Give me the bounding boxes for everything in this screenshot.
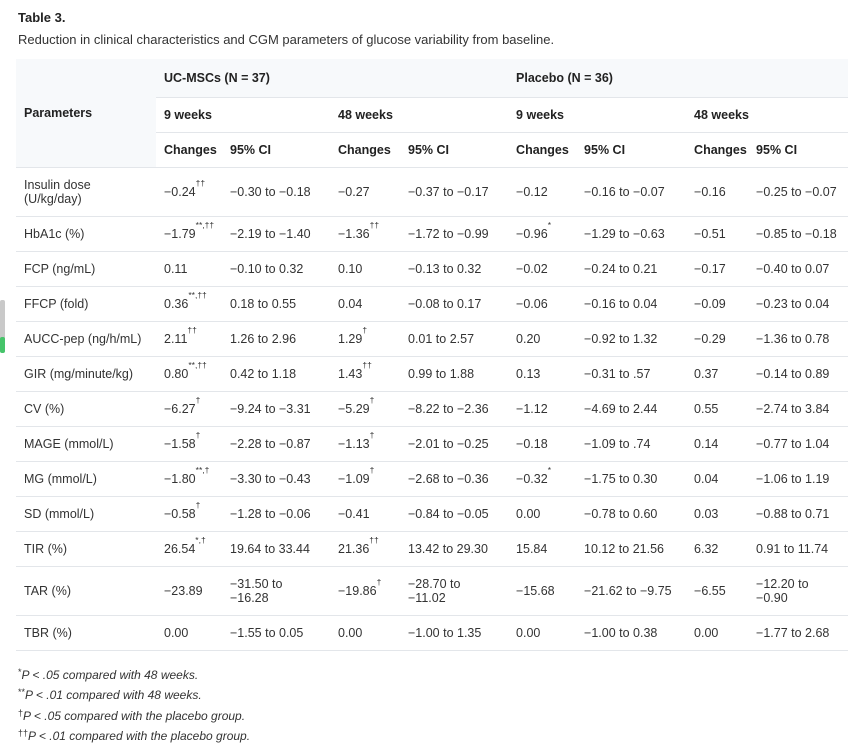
- cell-value: 0.18 to 0.55: [230, 296, 297, 311]
- cell-value: −0.92 to 1.32: [584, 331, 658, 346]
- row-cell: [508, 566, 576, 615]
- row-cell: [400, 321, 508, 356]
- significance-marker: †: [369, 395, 375, 406]
- significance-marker: †: [369, 430, 375, 441]
- results-table: [16, 59, 848, 651]
- cell-value: −0.85 to −0.18: [756, 226, 837, 241]
- row-cell: [576, 426, 686, 461]
- cell-value: −0.37 to −0.17: [408, 184, 489, 199]
- row-cell: [156, 496, 222, 531]
- row-cell: [156, 167, 222, 216]
- cell-value: −1.55 to 0.05: [230, 625, 304, 640]
- header-col-1: 95% CI: [222, 132, 330, 167]
- significance-marker: *: [547, 220, 551, 231]
- table-row: [16, 496, 848, 531]
- table-row: [16, 251, 848, 286]
- header-col-4: Changes: [508, 132, 576, 167]
- row-parameter: HbA1c (%): [16, 216, 156, 251]
- table-row: [16, 216, 848, 251]
- row-cell: [400, 356, 508, 391]
- cell-value: −28.70 to −11.02: [408, 576, 461, 605]
- header-group-placebo: Placebo (N = 36): [508, 59, 848, 98]
- cell-value: 0.00: [516, 625, 541, 640]
- cell-value: 6.32: [694, 541, 719, 556]
- row-cell: [222, 321, 330, 356]
- significance-marker: ††: [195, 178, 206, 189]
- cell-value: −0.25 to −0.07: [756, 184, 837, 199]
- table-row: [16, 286, 848, 321]
- table-row: [16, 356, 848, 391]
- row-parameter: CV (%): [16, 391, 156, 426]
- row-cell: [222, 531, 330, 566]
- row-cell: [400, 216, 508, 251]
- cell-value: −1.77 to 2.68: [756, 625, 830, 640]
- header-timepoint-1: 48 weeks: [330, 97, 508, 132]
- row-parameter: SD (mmol/L): [16, 496, 156, 531]
- footnote-marker: **: [18, 687, 26, 698]
- row-cell: [400, 286, 508, 321]
- row-cell: [330, 496, 400, 531]
- row-cell: [330, 356, 400, 391]
- cell-value: −2.28 to −0.87: [230, 436, 311, 451]
- cell-value: 0.91 to 11.74: [756, 541, 829, 556]
- row-cell: [156, 566, 222, 615]
- cell-value: −2.01 to −0.25: [408, 436, 489, 451]
- cell-value: −21.62 to −9.75: [584, 583, 672, 598]
- cell-value: 0.00: [164, 625, 189, 640]
- cell-value: 0.01 to 2.57: [408, 331, 475, 346]
- table-row: [16, 531, 848, 566]
- cell-value: −0.51: [694, 226, 726, 241]
- header-timepoint-2: 9 weeks: [508, 97, 686, 132]
- significance-marker: †: [376, 577, 382, 588]
- cell-value: 0.37: [694, 366, 719, 381]
- cell-value: −1.09: [338, 471, 370, 486]
- row-cell: [748, 426, 848, 461]
- row-cell: [748, 461, 848, 496]
- row-cell: [576, 531, 686, 566]
- row-cell: [748, 531, 848, 566]
- header-col-2: Changes: [330, 132, 400, 167]
- row-parameter: GIR (mg/minute/kg): [16, 356, 156, 391]
- row-cell: [508, 286, 576, 321]
- header-col-3: 95% CI: [400, 132, 508, 167]
- cell-value: 13.42 to 29.30: [408, 541, 488, 556]
- cell-value: 0.42 to 1.18: [230, 366, 297, 381]
- significance-marker: †: [362, 325, 368, 336]
- cell-value: −2.19 to −1.40: [230, 226, 311, 241]
- cell-value: −31.50 to −16.28: [230, 576, 283, 605]
- row-cell: [686, 615, 748, 650]
- cell-value: 0.03: [694, 506, 719, 521]
- row-cell: [508, 426, 576, 461]
- row-parameter: AUCC-pep (ng/h/mL): [16, 321, 156, 356]
- cell-value: −1.79: [164, 226, 196, 241]
- row-cell: [748, 615, 848, 650]
- row-cell: [576, 496, 686, 531]
- row-cell: [576, 566, 686, 615]
- row-cell: [400, 391, 508, 426]
- header-timepoint-3: 48 weeks: [686, 97, 848, 132]
- significance-marker: ††: [362, 360, 372, 371]
- cell-value: −0.77 to 1.04: [756, 436, 830, 451]
- cell-value: −1.00 to 1.35: [408, 625, 482, 640]
- cell-value: 0.00: [338, 625, 363, 640]
- row-parameter: TIR (%): [16, 531, 156, 566]
- cell-value: −0.18: [516, 436, 548, 451]
- cell-value: −0.30 to −0.18: [230, 184, 311, 199]
- row-cell: [222, 461, 330, 496]
- cell-value: 0.11: [164, 261, 188, 276]
- significance-marker: **,††: [188, 360, 207, 371]
- cell-value: −0.96: [516, 226, 548, 241]
- footnote-text: P < .01 compared with the placebo group.: [28, 729, 251, 744]
- row-cell: [330, 391, 400, 426]
- row-cell: [508, 356, 576, 391]
- row-cell: [222, 426, 330, 461]
- row-cell: [222, 216, 330, 251]
- cell-value: −2.74 to 3.84: [756, 401, 830, 416]
- cell-value: 0.99 to 1.88: [408, 366, 475, 381]
- cell-value: −1.80: [164, 471, 196, 486]
- footnote: [18, 706, 848, 727]
- header-col-7: 95% CI: [748, 132, 848, 167]
- row-parameter: TBR (%): [16, 615, 156, 650]
- cell-value: −1.13: [338, 436, 370, 451]
- header-group-ucmscs: UC-MSCs (N = 37): [156, 59, 508, 98]
- row-cell: [508, 531, 576, 566]
- significance-marker: *,†: [195, 535, 206, 546]
- row-cell: [222, 496, 330, 531]
- row-cell: [156, 356, 222, 391]
- row-cell: [508, 321, 576, 356]
- cell-value: 1.29: [338, 331, 363, 346]
- row-cell: [400, 426, 508, 461]
- row-cell: [508, 251, 576, 286]
- significance-marker: ††: [187, 325, 197, 336]
- cell-value: −1.12: [516, 401, 548, 416]
- row-cell: [686, 496, 748, 531]
- row-cell: [222, 356, 330, 391]
- cell-value: −1.72 to −0.99: [408, 226, 489, 241]
- row-cell: [222, 566, 330, 615]
- cell-value: −3.30 to −0.43: [230, 471, 311, 486]
- table-row: [16, 426, 848, 461]
- row-cell: [156, 531, 222, 566]
- cell-value: 0.80: [164, 366, 189, 381]
- row-cell: [576, 167, 686, 216]
- row-cell: [222, 615, 330, 650]
- row-cell: [508, 391, 576, 426]
- row-cell: [330, 167, 400, 216]
- row-cell: [222, 251, 330, 286]
- row-cell: [748, 251, 848, 286]
- row-cell: [748, 216, 848, 251]
- table-body: [16, 167, 848, 650]
- row-cell: [576, 461, 686, 496]
- cell-value: −9.24 to −3.31: [230, 401, 311, 416]
- row-cell: [686, 391, 748, 426]
- row-cell: [330, 321, 400, 356]
- footnote-marker: *: [18, 666, 22, 677]
- row-cell: [686, 321, 748, 356]
- row-cell: [330, 615, 400, 650]
- row-parameter: TAR (%): [16, 566, 156, 615]
- cell-value: −23.89: [164, 583, 203, 598]
- row-cell: [748, 321, 848, 356]
- cell-value: −1.28 to −0.06: [230, 506, 311, 521]
- footnote: [18, 665, 848, 686]
- cell-value: −1.29 to −0.63: [584, 226, 665, 241]
- cell-value: 21.36: [338, 541, 370, 556]
- scroll-position-indicator: [0, 337, 5, 353]
- cell-value: −0.16 to −0.07: [584, 184, 665, 199]
- cell-value: −0.31 to .57: [584, 366, 651, 381]
- cell-value: −0.12: [516, 184, 548, 199]
- row-cell: [576, 251, 686, 286]
- cell-value: −5.29: [338, 401, 370, 416]
- row-cell: [330, 461, 400, 496]
- cell-value: −1.36: [338, 226, 370, 241]
- cell-value: −0.16: [694, 184, 726, 199]
- cell-value: 0.04: [338, 296, 363, 311]
- table-label: Table 3.: [18, 10, 66, 25]
- row-cell: [330, 286, 400, 321]
- header-col-5: 95% CI: [576, 132, 686, 167]
- row-cell: [686, 566, 748, 615]
- cell-value: −0.08 to 0.17: [408, 296, 482, 311]
- footnote: [18, 726, 848, 747]
- table-row: [16, 615, 848, 650]
- row-cell: [400, 566, 508, 615]
- cell-value: −6.27: [164, 401, 196, 416]
- cell-value: 1.43: [338, 366, 363, 381]
- row-cell: [686, 286, 748, 321]
- row-cell: [576, 391, 686, 426]
- cell-value: 0.55: [694, 401, 719, 416]
- row-parameter: FFCP (fold): [16, 286, 156, 321]
- cell-value: −0.23 to 0.04: [756, 296, 830, 311]
- significance-marker: †: [195, 395, 201, 406]
- significance-marker: **,††: [195, 220, 215, 231]
- cell-value: 0.00: [516, 506, 541, 521]
- cell-value: −4.69 to 2.44: [584, 401, 658, 416]
- row-cell: [576, 216, 686, 251]
- cell-value: 0.14: [694, 436, 719, 451]
- cell-value: −0.16 to 0.04: [584, 296, 658, 311]
- row-cell: [748, 566, 848, 615]
- cell-value: 0.04: [694, 471, 719, 486]
- row-cell: [222, 391, 330, 426]
- table-caption: Reduction in clinical characteristics and CGM parameters of glucose variability from baseline.: [18, 32, 555, 47]
- cell-value: 19.64 to 33.44: [230, 541, 310, 556]
- significance-marker: **,††: [188, 290, 207, 301]
- row-cell: [222, 167, 330, 216]
- cell-value: 10.12 to 21.56: [584, 541, 664, 556]
- footnote-marker: ††: [18, 728, 29, 739]
- header-timepoint-0: 9 weeks: [156, 97, 330, 132]
- cell-value: −0.88 to 0.71: [756, 506, 830, 521]
- row-cell: [508, 615, 576, 650]
- row-cell: [156, 461, 222, 496]
- cell-value: −0.32: [516, 471, 548, 486]
- row-cell: [156, 286, 222, 321]
- cell-value: −6.55: [694, 583, 726, 598]
- row-cell: [748, 496, 848, 531]
- cell-value: −0.78 to 0.60: [584, 506, 658, 521]
- row-cell: [748, 286, 848, 321]
- table-row: [16, 321, 848, 356]
- cell-value: −0.29: [694, 331, 726, 346]
- row-cell: [400, 167, 508, 216]
- row-cell: [508, 216, 576, 251]
- footnote-text: P < .05 compared with the placebo group.: [23, 708, 246, 723]
- cell-value: −0.84 to −0.05: [408, 506, 489, 521]
- row-cell: [330, 566, 400, 615]
- row-cell: [508, 496, 576, 531]
- cell-value: 0.36: [164, 296, 189, 311]
- significance-marker: †: [369, 465, 375, 476]
- row-cell: [400, 531, 508, 566]
- cell-value: −0.10 to 0.32: [230, 261, 304, 276]
- footnote: [18, 685, 848, 706]
- row-cell: [400, 496, 508, 531]
- header-parameters: Parameters: [16, 59, 156, 168]
- row-cell: [748, 391, 848, 426]
- row-cell: [686, 167, 748, 216]
- footnote-text: P < .01 compared with 48 weeks.: [25, 688, 202, 703]
- table-row: [16, 167, 848, 216]
- cell-value: −0.06: [516, 296, 548, 311]
- cell-value: 1.26 to 2.96: [230, 331, 297, 346]
- row-cell: [156, 321, 222, 356]
- cell-value: −1.58: [164, 436, 196, 451]
- header-row-groups: [16, 59, 848, 98]
- cell-value: 0.20: [516, 331, 541, 346]
- cell-value: −0.24 to 0.21: [584, 261, 658, 276]
- cell-value: −1.06 to 1.19: [756, 471, 830, 486]
- cell-value: −1.00 to 0.38: [584, 625, 658, 640]
- row-cell: [508, 167, 576, 216]
- row-cell: [576, 356, 686, 391]
- significance-marker: †: [195, 500, 201, 511]
- significance-marker: ††: [369, 220, 380, 231]
- footnote-text: P < .05 compared with 48 weeks.: [21, 667, 199, 682]
- row-cell: [686, 356, 748, 391]
- cell-value: −0.41: [338, 506, 370, 521]
- cell-value: −0.02: [516, 261, 548, 276]
- cell-value: −0.09: [694, 296, 726, 311]
- row-cell: [748, 167, 848, 216]
- row-parameter: MAGE (mmol/L): [16, 426, 156, 461]
- significance-marker: *: [547, 465, 551, 476]
- significance-marker: †: [195, 430, 201, 441]
- cell-value: −0.14 to 0.89: [756, 366, 830, 381]
- cell-value: 15.84: [516, 541, 548, 556]
- row-cell: [400, 251, 508, 286]
- table-head: [16, 59, 848, 168]
- row-cell: [576, 321, 686, 356]
- row-cell: [686, 531, 748, 566]
- cell-value: −1.75 to 0.30: [584, 471, 658, 486]
- cell-value: −0.27: [338, 184, 370, 199]
- cell-value: −1.36 to 0.78: [756, 331, 830, 346]
- table-row: [16, 461, 848, 496]
- cell-value: −15.68: [516, 583, 555, 598]
- cell-value: 26.54: [164, 541, 196, 556]
- table-row: [16, 391, 848, 426]
- row-cell: [156, 391, 222, 426]
- row-cell: [748, 356, 848, 391]
- header-col-0: Changes: [156, 132, 222, 167]
- cell-value: −8.22 to −2.36: [408, 401, 489, 416]
- cell-value: −0.40 to 0.07: [756, 261, 830, 276]
- table-row: [16, 566, 848, 615]
- row-parameter: FCP (ng/mL): [16, 251, 156, 286]
- row-cell: [222, 286, 330, 321]
- row-cell: [330, 531, 400, 566]
- cell-value: −0.24: [164, 184, 196, 199]
- cell-value: 0.00: [694, 625, 719, 640]
- cell-value: −0.58: [164, 506, 196, 521]
- cell-value: 0.13: [516, 366, 541, 381]
- cell-value: −2.68 to −0.36: [408, 471, 489, 486]
- row-cell: [156, 426, 222, 461]
- row-cell: [156, 251, 222, 286]
- row-parameter: Insulin dose (U/kg/day): [16, 167, 156, 216]
- cell-value: −0.17: [694, 261, 726, 276]
- cell-value: −19.86: [338, 583, 377, 598]
- cell-value: 2.11: [164, 331, 188, 346]
- row-cell: [400, 461, 508, 496]
- row-cell: [576, 286, 686, 321]
- row-cell: [686, 216, 748, 251]
- row-cell: [686, 426, 748, 461]
- row-cell: [330, 216, 400, 251]
- row-cell: [686, 251, 748, 286]
- row-parameter: MG (mmol/L): [16, 461, 156, 496]
- cell-value: −0.13 to 0.32: [408, 261, 482, 276]
- footnote-marker: †: [18, 707, 24, 718]
- row-cell: [400, 615, 508, 650]
- row-cell: [156, 615, 222, 650]
- cell-value: 0.10: [338, 261, 363, 276]
- cell-value: −1.09 to .74: [584, 436, 651, 451]
- row-cell: [330, 426, 400, 461]
- row-cell: [576, 615, 686, 650]
- table-footnotes: [18, 665, 848, 748]
- row-cell: [330, 251, 400, 286]
- significance-marker: ††: [369, 535, 379, 546]
- cell-value: −12.20 to −0.90: [756, 576, 809, 605]
- significance-marker: **,†: [195, 465, 210, 476]
- header-col-6: Changes: [686, 132, 748, 167]
- row-cell: [508, 461, 576, 496]
- row-cell: [686, 461, 748, 496]
- row-cell: [156, 216, 222, 251]
